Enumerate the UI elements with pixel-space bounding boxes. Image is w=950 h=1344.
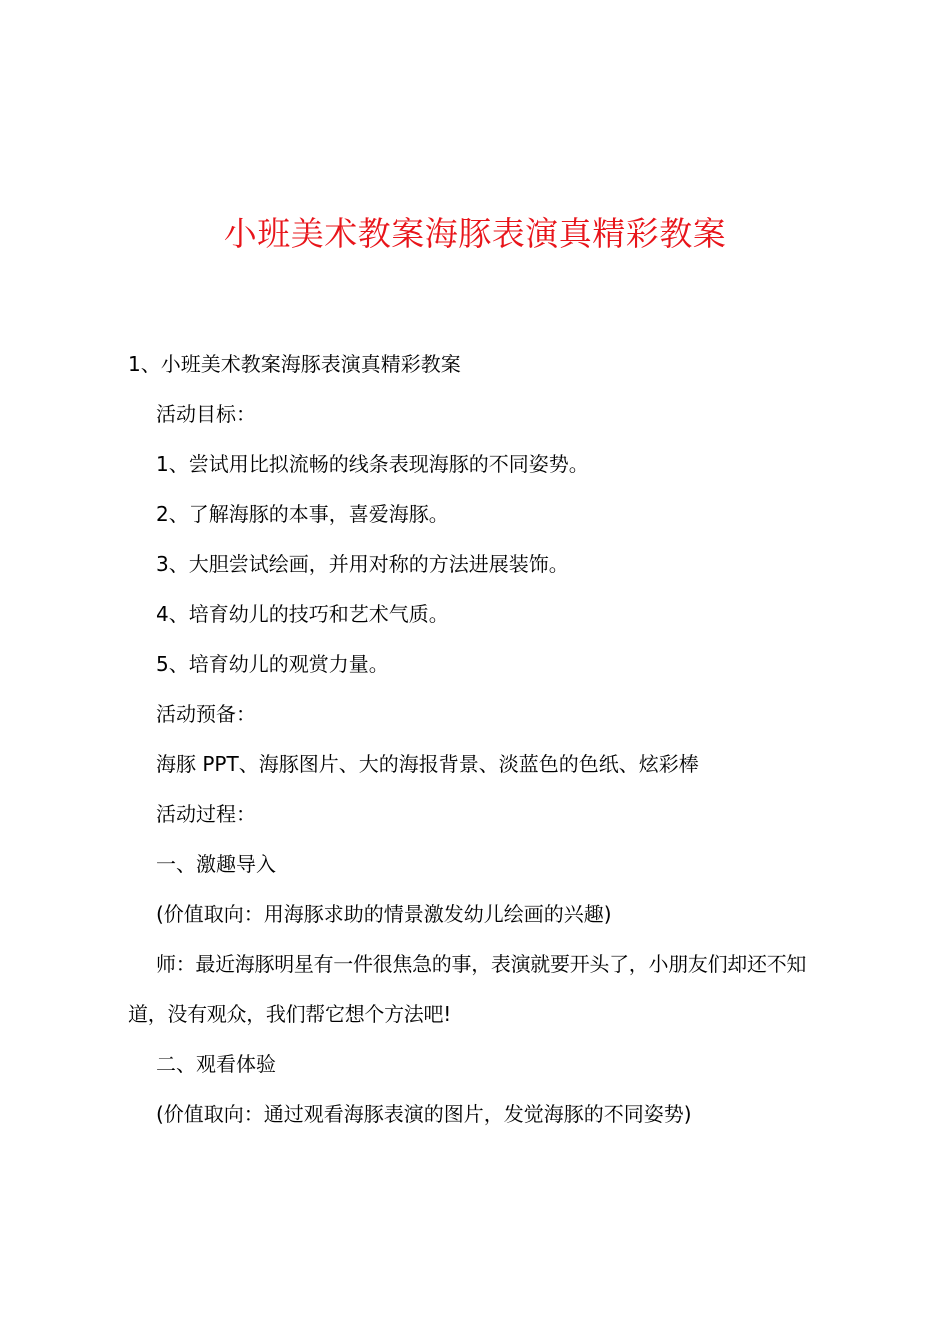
goal-item: 1、尝试用比拟流畅的线条表现海豚的不同姿势。 [156,452,589,476]
goal-item: 3、大胆尝试绘画，并用对称的方法进展装饰。 [156,552,569,576]
materials-list: 海豚 PPT、海豚图片、大的海报背景、淡蓝色的色纸、炫彩棒 [156,752,699,776]
value-orientation: (价值取向：用海豚求助的情景激发幼儿绘画的兴趣) [156,902,612,926]
document-title: 小班美术教案海豚表演真精彩教案 [223,214,727,253]
activity-process-heading: 活动过程： [156,802,256,826]
step-heading: 一、激趣导入 [156,852,276,876]
activity-goals-heading: 活动目标： [156,402,256,426]
goal-item: 2、了解海豚的本事，喜爱海豚。 [156,502,449,526]
goal-item: 5、培育幼儿的观赏力量。 [156,652,389,676]
value-orientation: (价值取向：通过观看海豚表演的图片，发觉海豚的不同姿势) [156,1102,692,1126]
section-heading: 1、小班美术教案海豚表演真精彩教案 [128,352,461,376]
document-body [128,339,838,1139]
goal-item: 4、培育幼儿的技巧和艺术气质。 [156,602,449,626]
step-heading: 二、观看体验 [156,1052,276,1076]
activity-prep-heading: 活动预备： [156,702,256,726]
teacher-dialogue: 师：最近海豚明星有一件很焦急的事，表演就要开头了，小朋友们却还不知道，没有观众，我们帮它想个方法吧! [128,952,807,1026]
